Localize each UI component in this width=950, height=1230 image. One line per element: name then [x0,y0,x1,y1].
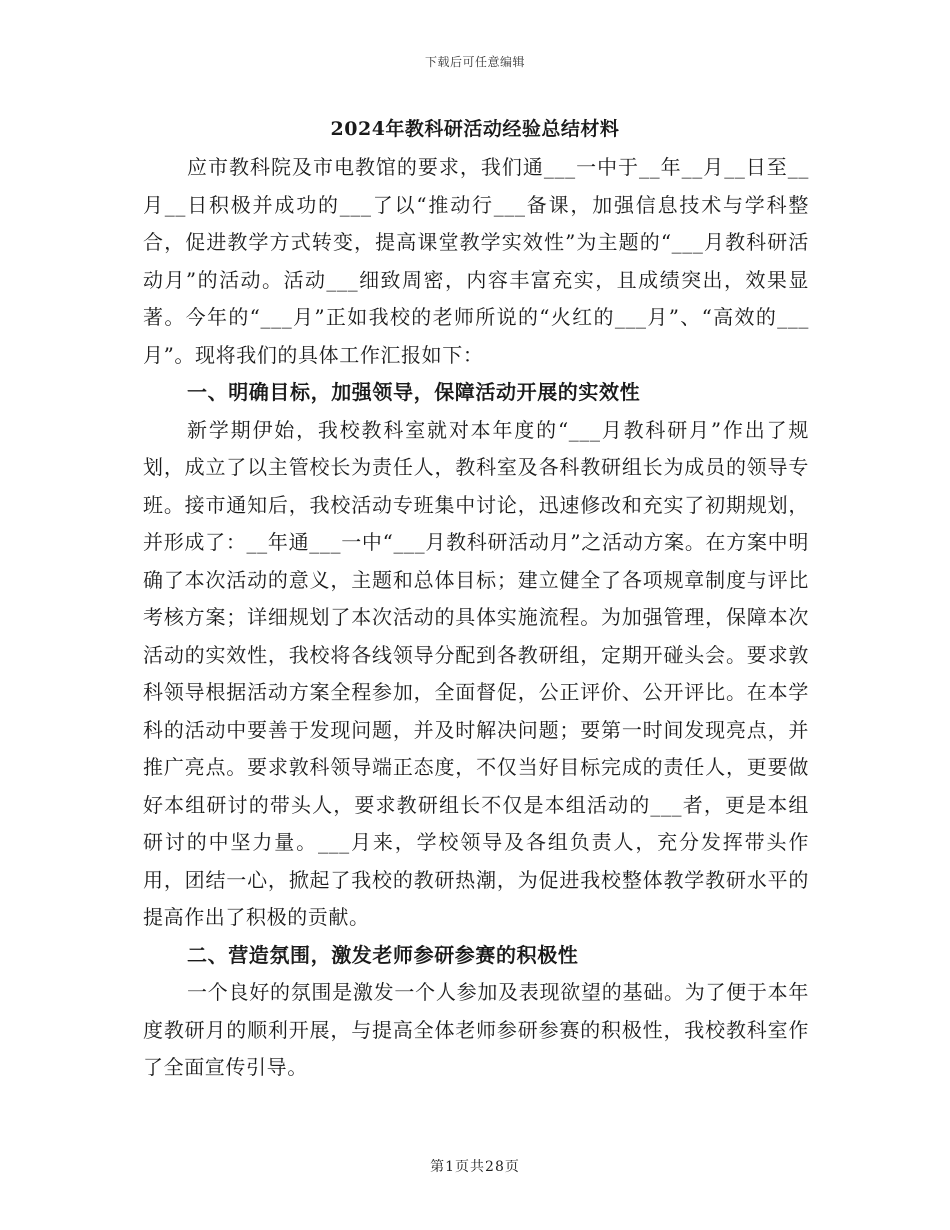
section-heading-2: 二、营造氛围，激发老师参研参赛的积极性 [187,942,579,967]
header-note: 下载后可任意编辑 [424,55,525,69]
page-title: 2024年教科研活动经验总结材料 [330,118,620,140]
section-2-paragraph: 一个良好的氛围是激发一个人参加及表现欲望的基础。为了便于本年度教研月的顺利开展，与提高全体老师参研参赛的积极性，我校教科室作了全面宣传引导。 [143,980,809,1079]
page-footer: 第1页共28页 [430,1159,520,1175]
section-heading-1: 一、明确目标，加强领导，保障活动开展的实效性 [187,380,641,404]
section-1-paragraph: 新学期伊始，我校教科室就对本年度的“___月教科研月”作出了规划，成立了以主管校长为责任人，教科室及各科教研组长为成员的领导专班。接市通知后，我校活动专班集中讨论，迅速修改和充实了初期规划，并形成了：__年通___一中“___月教科研活动月”之活动方案。在方案中明确了本次活动的意义，主题和总体目标；建立健全了各项规章制度与评比考核方案；详细规划了本次活动的具体实施流程。为加强管理，保障本次活动的实效性，我校将各线领导分配到各教研组，定期开碰头会。要求敦科领导根据活动方案全程参加，全面督促，公正评价、公开评比。在本学科的活动中要善于发现问题，并及时解决问题；要第一时间发现亮点，并推广亮点。要求敦科领导端正态度，不仅当好目标完成的责任人，更要做好本组研讨的带头人，要求教研组长不仅是本组活动的___者，更是本组研讨的中坚力量。___月来，学校领导及各组负责人，充分发挥带头作用，团结一心，掀起了我校的教研热潮，为促进我校整体教学教研水平的提高作出了积极的贡献。 [143,417,809,929]
intro-paragraph: 应市教科院及市电教馆的要求，我们通___一中于__年__月__日至__月__日积极并成功的___了以“推动行___备课，加强信息技术与学科整合，促进教学方式转变，提高课堂教学实效性”为主题的“___月教科研活动月”的活动。活动___细致周密，内容丰富充实，且成绩突出，效果显著。今年的“___月”正如我校的老师所说的“火红的___月”、“高效的___月”。现将我们的具体工作汇报如下： [143,155,809,367]
document-body [143,149,809,1087]
